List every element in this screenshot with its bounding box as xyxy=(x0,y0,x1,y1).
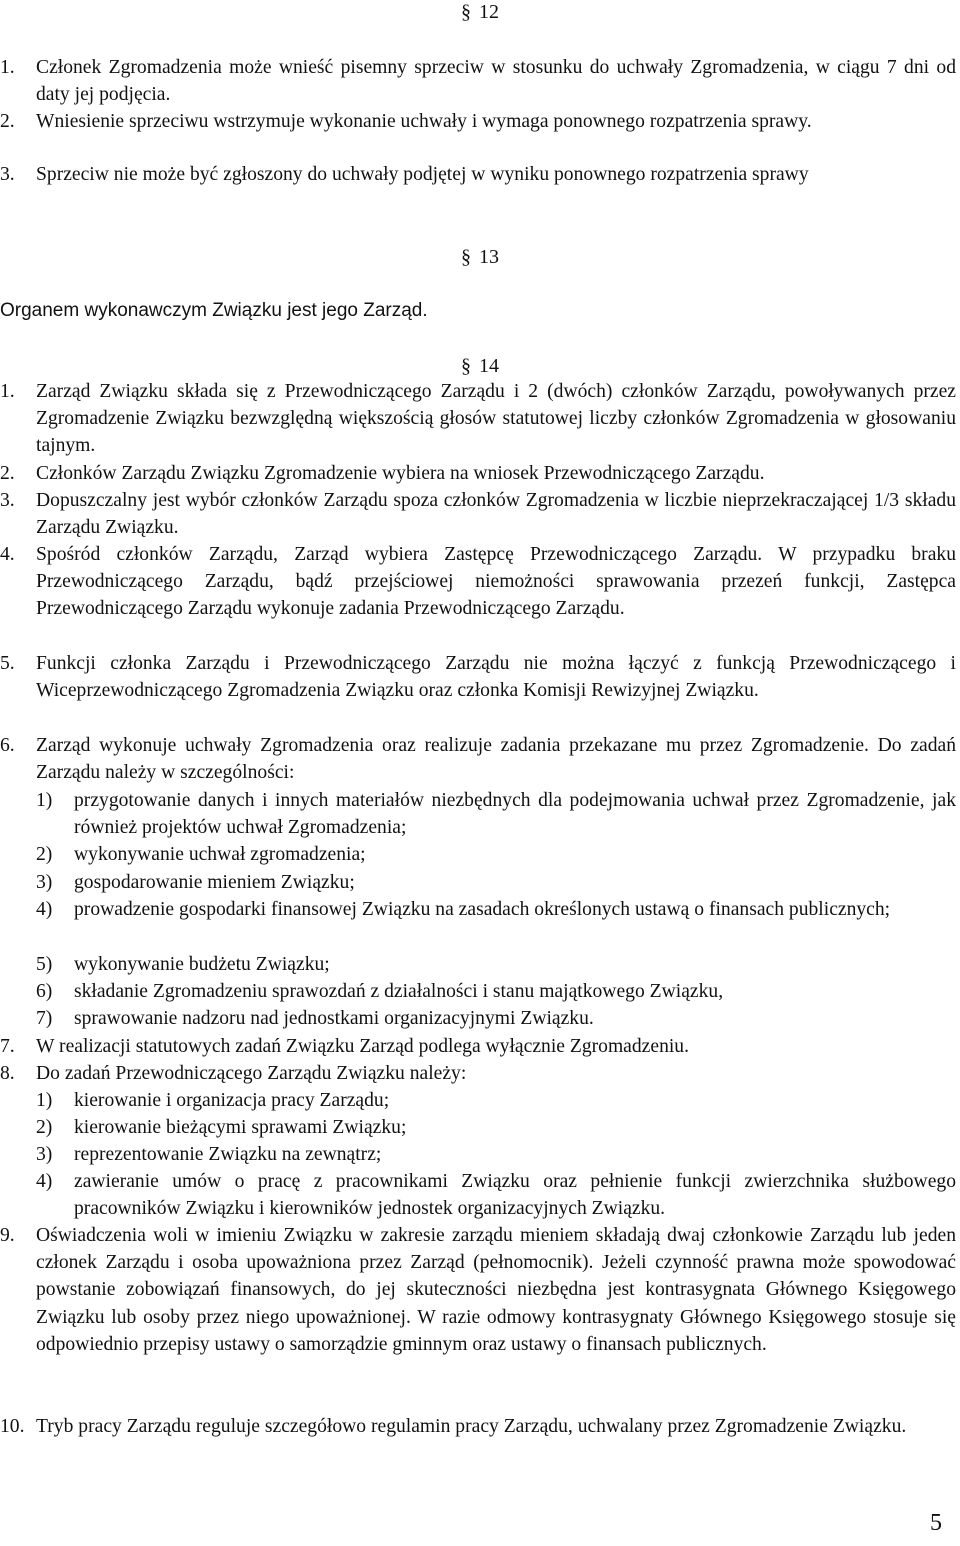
sub-list-item xyxy=(36,1141,956,1168)
list-item xyxy=(0,108,956,135)
sub-item-text: kierowanie i organizacja pracy Zarządu; xyxy=(74,1090,390,1111)
sub-list-item xyxy=(36,978,956,1005)
sub-list-item xyxy=(36,1168,956,1222)
section-symbol: § xyxy=(461,246,471,268)
sub-item-number: 1) xyxy=(36,1090,53,1111)
sub-item-text: reprezentowanie Związku na zewnątrz; xyxy=(74,1144,382,1165)
sub-item-number: 3) xyxy=(36,872,53,893)
page-number: 5 xyxy=(930,1510,942,1536)
sub-item-text: gospodarowanie mieniem Związku; xyxy=(74,872,355,893)
sub-list-item xyxy=(36,1087,956,1114)
section-heading-14 xyxy=(0,352,960,380)
sub-item-text: zawieranie umów o pracę z pracownikami Związku oraz pełnienie funkcji zwierzchnika służbowego pracowników Związku i kierowników jednostek organizacyjnych Związku. xyxy=(74,1171,956,1220)
item-text: Wniesienie sprzeciwu wstrzymuje wykonanie uchwały i wymaga ponownego rozpatrzenia sprawy. xyxy=(36,111,812,132)
item-text: Sprzeciw nie może być zgłoszony do uchwały podjętej w wyniku ponownego rozpatrzenia sprawy xyxy=(36,164,809,185)
section-number: 13 xyxy=(479,246,499,268)
sub-item-number: 4) xyxy=(36,1171,53,1192)
item-number: 10. xyxy=(0,1416,25,1437)
list-item xyxy=(0,1060,956,1087)
sub-item-number: 2) xyxy=(36,844,53,865)
sub-item-number: 6) xyxy=(36,981,53,1002)
sub-item-text: wykonywanie uchwał zgromadzenia; xyxy=(74,844,366,865)
paragraph: Organem wykonawczym Związku jest jego Zarząd. xyxy=(0,300,428,321)
list-item xyxy=(0,54,956,108)
list-item xyxy=(0,650,956,704)
sub-list-item xyxy=(36,951,956,978)
sub-list-item xyxy=(36,787,956,841)
list-item xyxy=(0,1413,956,1440)
item-text: Funkcji członka Zarządu i Przewodniczącego Zarządu nie można łączyć z funkcją Przewodniczącego i Wiceprzewodniczącego Zgromadzenia Związku oraz członka Komisji Rewizyjnej Związku. xyxy=(36,653,956,702)
item-number: 3. xyxy=(0,164,15,185)
item-text: Dopuszczalny jest wybór członków Zarządu spoza członków Zgromadzenia w liczbie nieprzekraczającej 1/3 składu Zarządu Związku. xyxy=(36,490,956,539)
sub-list-item xyxy=(36,1114,956,1141)
list-item xyxy=(0,1222,956,1358)
list-item xyxy=(0,161,956,188)
item-number: 2. xyxy=(0,111,15,132)
item-number: 8. xyxy=(0,1063,15,1084)
item-text: Członek Zgromadzenia może wnieść pisemny sprzeciw w stosunku do uchwały Zgromadzenia, w ciągu 7 dni od daty jej podjęcia. xyxy=(36,57,956,106)
section-number: 14 xyxy=(479,355,499,377)
sub-item-number: 7) xyxy=(36,1008,53,1029)
sub-item-text: sprawowanie nadzoru nad jednostkami organizacyjnymi Związku. xyxy=(74,1008,594,1029)
section-heading-12 xyxy=(0,0,960,26)
sub-item-number: 1) xyxy=(36,790,53,811)
item-text: Oświadczenia woli w imieniu Związku w zakresie zarządu mieniem składają dwaj członkowie Zarządu lub jeden członek Zarządu i osoba upoważniona przez Zarząd (pełnomocnik). Jeżeli czynność prawna może spowodować powstanie zobowiązań finansowych, do jej skuteczności niezbędna jest kontrasygnata Głównego Księgowego Związku lub osoby przez niego upoważnionej. W razie odmowy kontrasygnaty Głównego Księgowego stosuje się odpowiednio przepisy ustawy o samorządzie gminnym oraz ustawy o finansach publicznych. xyxy=(36,1225,956,1355)
item-number: 4. xyxy=(0,544,15,565)
sub-item-text: przygotowanie danych i innych materiałów niezbędnych dla podejmowania uchwał przez Zgromadzenie, jak również projektów uchwał Zgromadzenia; xyxy=(74,790,956,839)
sub-item-number: 4) xyxy=(36,899,53,920)
section-number: 12 xyxy=(479,1,499,23)
sub-item-number: 2) xyxy=(36,1117,53,1138)
item-text: Tryb pracy Zarządu reguluje szczegółowo regulamin pracy Zarządu, uchwalany przez Zgromadzenie Związku. xyxy=(36,1416,907,1437)
section-heading-13 xyxy=(0,243,960,271)
item-number: 2. xyxy=(0,463,15,484)
item-number: 7. xyxy=(0,1036,15,1057)
item-number: 6. xyxy=(0,735,15,756)
list-item xyxy=(0,460,956,487)
sub-item-text: wykonywanie budżetu Związku; xyxy=(74,954,330,975)
item-number: 3. xyxy=(0,490,15,511)
list-item xyxy=(0,487,956,541)
item-number: 5. xyxy=(0,653,15,674)
sub-item-number: 3) xyxy=(36,1144,53,1165)
sub-item-text: kierowanie bieżącymi sprawami Związku; xyxy=(74,1117,407,1138)
item-text: Zarząd wykonuje uchwały Zgromadzenia oraz realizuje zadania przekazane mu przez Zgromadzenie. Do zadań Zarządu należy w szczególności: xyxy=(36,735,956,784)
item-text: Zarząd Związku składa się z Przewodniczącego Zarządu i 2 (dwóch) członków Zarządu, powoływanych przez Zgromadzenie Związku bezwzględną większością głosów statutowej liczby członków Zgromadzenia w głosowaniu tajnym. xyxy=(36,381,956,457)
sub-item-text: składanie Zgromadzeniu sprawozdań z działalności i stanu majątkowego Związku, xyxy=(74,981,724,1002)
section-symbol: § xyxy=(461,355,471,377)
sub-list-item xyxy=(36,841,956,868)
sub-item-text: prowadzenie gospodarki finansowej Związku na zasadach określonych ustawą o finansach publicznych; xyxy=(74,899,891,920)
item-text: W realizacji statutowych zadań Związku Zarząd podlega wyłącznie Zgromadzeniu. xyxy=(36,1036,690,1057)
item-number: 9. xyxy=(0,1225,15,1246)
sub-item-number: 5) xyxy=(36,954,53,975)
item-text: Spośród członków Zarządu, Zarząd wybiera Zastępcę Przewodniczącego Zarządu. W przypadku braku Przewodniczącego Zarządu, bądź przejściowej niemożności sprawowania przezeń funkcji, Zastępca Przewodniczącego Zarządu wykonuje zadania Przewodniczącego Zarządu. xyxy=(36,544,956,620)
sub-list-item xyxy=(36,1005,956,1032)
sub-list-item xyxy=(36,869,956,896)
list-item xyxy=(0,541,956,623)
item-number: 1. xyxy=(0,381,15,402)
sub-list-item xyxy=(36,896,956,923)
list-item xyxy=(0,732,956,786)
item-number: 1. xyxy=(0,57,15,78)
list-item xyxy=(0,1033,956,1060)
item-text: Do zadań Przewodniczącego Zarządu Związku należy: xyxy=(36,1063,467,1084)
item-text: Członków Zarządu Związku Zgromadzenie wybiera na wniosek Przewodniczącego Zarządu. xyxy=(36,463,765,484)
section-symbol: § xyxy=(461,1,471,23)
list-item xyxy=(0,378,956,460)
